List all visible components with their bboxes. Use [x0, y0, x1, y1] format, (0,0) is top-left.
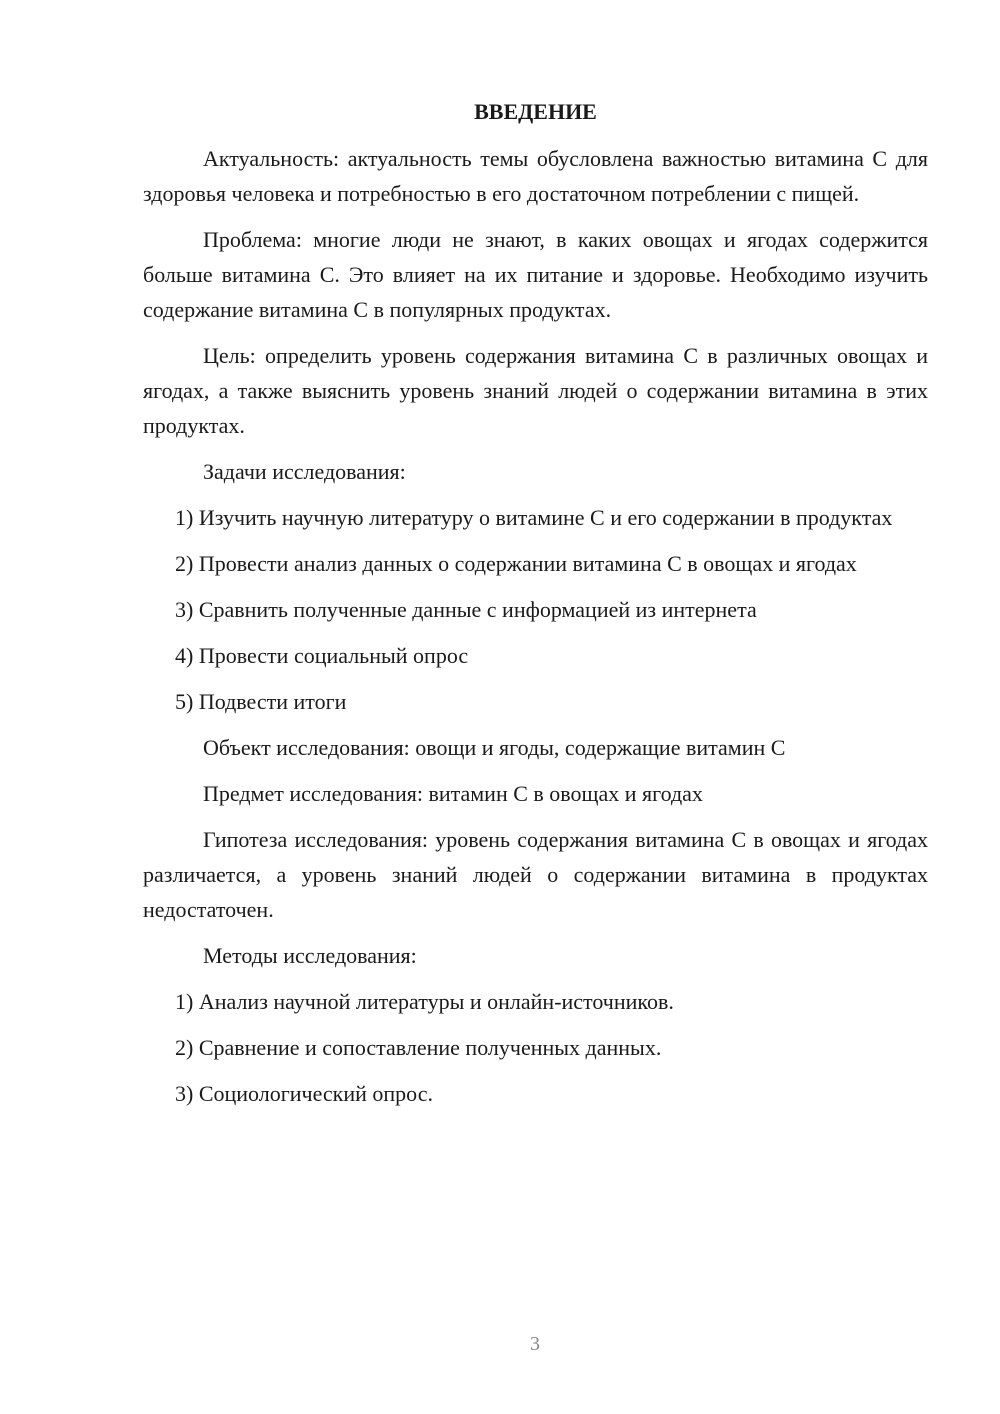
- page-number: 3: [530, 1333, 540, 1355]
- tasks-title: Задачи исследования:: [203, 459, 406, 484]
- task-item: 1) Изучить научную литературу о витамине С и его содержании в продуктах: [175, 505, 893, 530]
- methods-title: Методы исследования:: [203, 943, 417, 968]
- subject-paragraph: Предмет исследования: витамин С в овощах и ягодах: [203, 781, 703, 806]
- document-body: [143, 94, 928, 1122]
- task-item: 2) Провести анализ данных о содержании витамина С в овощах и ягодах: [175, 551, 857, 576]
- task-item: 3) Сравнить полученные данные с информацией из интернета: [175, 597, 757, 622]
- object-paragraph: Объект исследования: овощи и ягоды, содержащие витамин С: [203, 735, 786, 760]
- task-item: 5) Подвести итоги: [175, 689, 347, 714]
- method-item: 3) Социологический опрос.: [175, 1081, 433, 1106]
- task-item: 4) Провести социальный опрос: [175, 643, 469, 668]
- method-item: 2) Сравнение и сопоставление полученных данных.: [175, 1035, 662, 1060]
- section-heading: ВВЕДЕНИЕ: [474, 99, 597, 124]
- relevance-paragraph: Актуальность: актуальность темы обусловлена важностью витамина С для здоровья человека и потребностью в его достаточном потреблении с пищей.: [143, 146, 928, 206]
- problem-paragraph: Проблема: многие люди не знают, в каких овощах и ягодах содержится больше витамина С. Это влияет на их питание и здоровье. Необходимо изучить содержание витамина С в популярных продуктах.: [143, 227, 928, 322]
- goal-paragraph: Цель: определить уровень содержания витамина С в различных овощах и ягодах, а также выяснить уровень знаний людей о содержании витамина в этих продуктах.: [143, 343, 928, 438]
- hypothesis-paragraph: Гипотеза исследования: уровень содержания витамина С в овощах и ягодах различается, а уровень знаний людей о содержании витамина в продуктах недостаточен.: [143, 827, 928, 922]
- method-item: 1) Анализ научной литературы и онлайн-источников.: [175, 989, 674, 1014]
